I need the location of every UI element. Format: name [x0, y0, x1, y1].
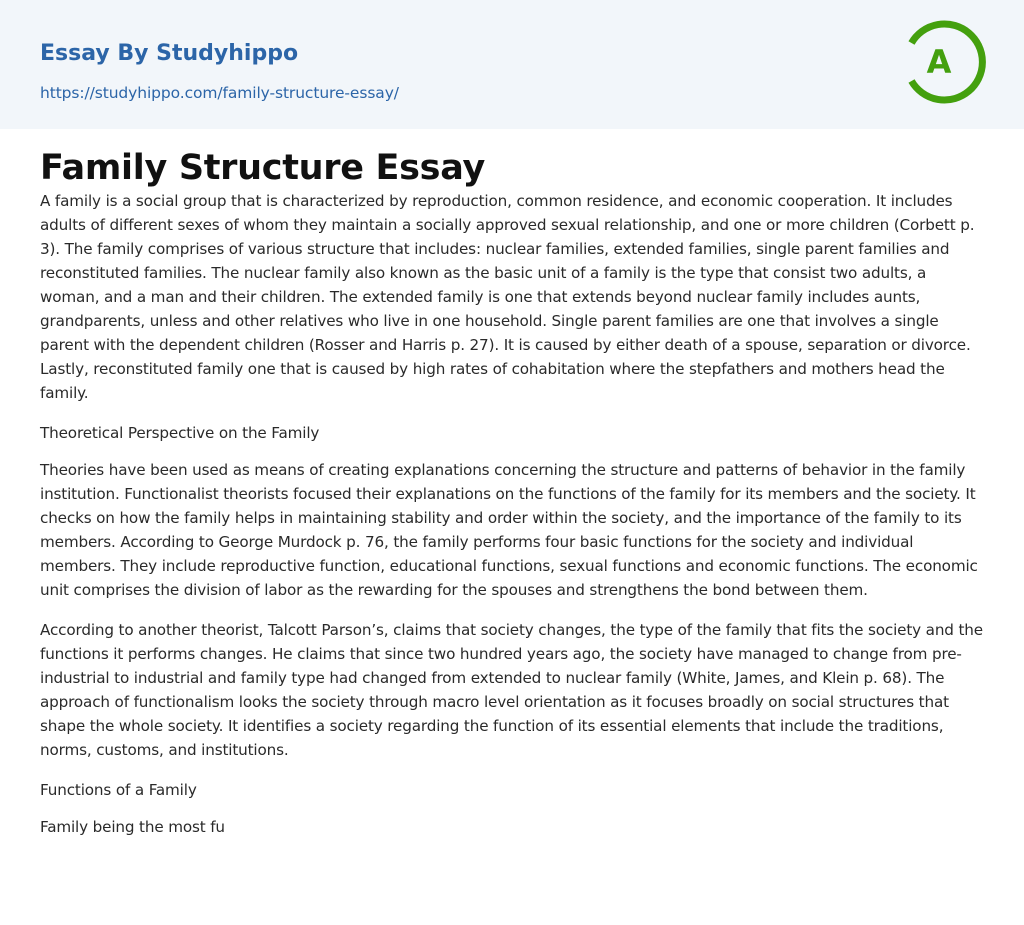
subheading-theoretical-perspective: Theoretical Perspective on the Family [40, 424, 320, 442]
subheading-functions-of-family: Functions of a Family [40, 781, 197, 799]
paragraph-parsons-theory: According to another theorist, Talcott Parson’s, claims that society changes, the type of the family that fits the society and the functions it performs changes. He claims that since two hundred years ago, the society have managed to change from pre-industrial to industrial and family type had changed from extended to nuclear family (White, James, and Klein p. 68). The approach of functionalism looks the society through macro level orientation as it focuses broadly on social structures that shape the whole society. It identifies a society regarding the function of its essential elements that include the traditions, norms, customs, and institutions. [40, 621, 983, 759]
article [0, 147, 1024, 839]
paragraph-functionalist-theory: Theories have been used as means of creating explanations concerning the structure and patterns of behavior in the family institution. Functionalist theorists focused their explanations on the functions of the family for its members and the society. It checks on how the family helps in maintaining stability and order within the society, and the importance of the family to its members. According to George Murdock p. 76, the family performs four basic functions for the society and individual members. They include reproductive function, educational functions, sexual functions and economic functions. The economic unit comprises the division of labor as the rewarding for the spouses and strengthens the bond between them. [40, 461, 978, 599]
source-url-link[interactable]: https://studyhippo.com/family-structure-essay/ [40, 84, 399, 102]
page-title: Family Structure Essay [40, 148, 485, 188]
site-header [0, 0, 1024, 129]
brand-title: Essay By Studyhippo [40, 41, 299, 66]
logo-letter: A [926, 43, 952, 81]
studyhippo-logo-icon[interactable] [898, 17, 988, 107]
logo-arc-icon [898, 17, 988, 107]
paragraph-truncated-preview: Family being the most fu [40, 818, 225, 836]
paragraph-intro: A family is a social group that is characterized by reproduction, common residence, and economic cooperation. It includes adults of different sexes of whom they maintain a socially approved sexual relationship, and one or more children (Corbett p. 3). The family comprises of various structure that includes: nuclear families, extended families, single parent families and reconstituted families. The nuclear family also known as the basic unit of a family is the type that consist two adults, a woman, and a man and their children. The extended family is one that extends beyond nuclear family includes aunts, grandparents, unless and other relatives who live in one household. Single parent families are one that involves a single parent with the dependent children (Rosser and Harris p. 27). It is caused by either death of a spouse, separation or divorce. Lastly, reconstituted family one that is caused by high rates of cohabitation where the stepfathers and mothers head the family. [40, 192, 975, 402]
